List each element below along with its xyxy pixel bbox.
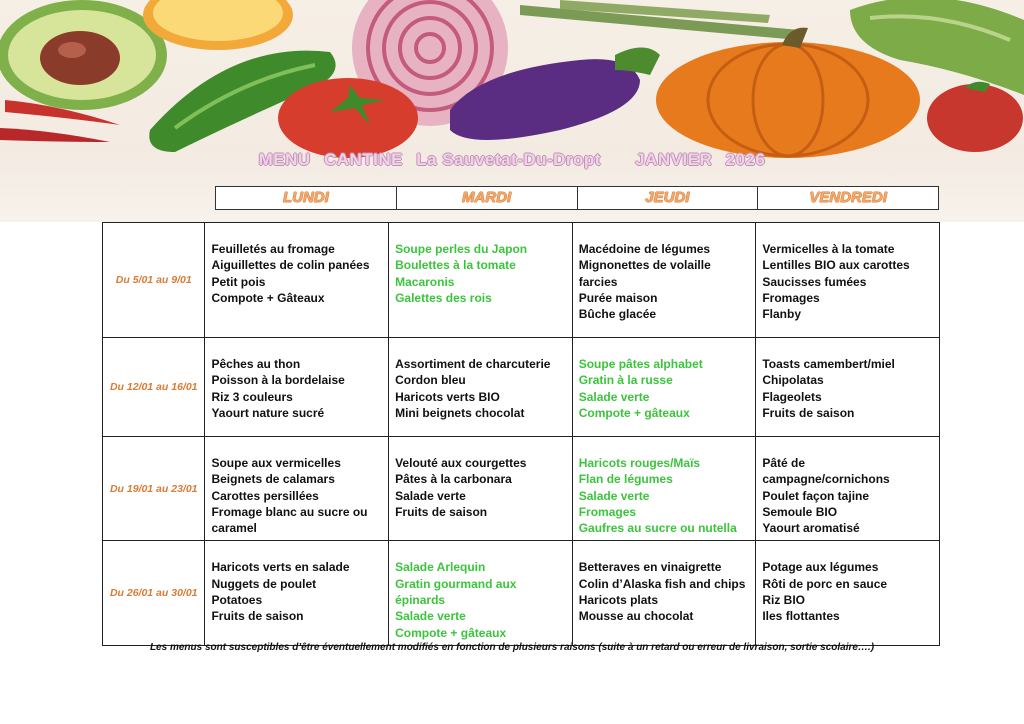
week-label: Du 5/01 au 9/01 [103, 223, 205, 338]
menu-cell [756, 437, 940, 541]
menu-cell [756, 223, 940, 338]
menu-item: Fromages [762, 290, 820, 305]
tomato-icon [278, 78, 418, 158]
menu-item: Iles flottantes [762, 609, 840, 624]
menu-item: Compote + gâteaux [578, 405, 690, 420]
menu-item: Flan de légumes [578, 472, 673, 487]
menu-item: Feuilletés au fromage [211, 242, 335, 256]
menu-item: Poulet façon tajine [762, 488, 870, 503]
menu-item: Salade verte [395, 488, 466, 503]
menu-item: Macaronis [395, 274, 455, 289]
menu-item: Bûche glacée [578, 307, 657, 322]
menu-item: Fruits de saison [211, 609, 304, 624]
footer-note: Les menus sont susceptibles d’être éventuellement modifiés en fonction de plusieurs raisons (suite à un retard ou erreur de livraison, sortie scolaire….) [149, 642, 875, 653]
menu-item: Saucisses fumées [762, 274, 867, 289]
menu-item: Mignonettes de volaille farcies [578, 258, 711, 289]
menu-cell [572, 437, 756, 541]
menu-item: Yaourt nature sucré [211, 405, 325, 420]
menu-item: Gratin à la russe [578, 373, 673, 388]
menu-cell [572, 223, 756, 338]
title-cantine: CANTINE [323, 150, 403, 169]
menu-cell [389, 338, 573, 437]
menu-cell [756, 541, 940, 645]
menu-item: Mini beignets chocolat [395, 405, 525, 420]
menu-item: Salade Arlequin [395, 560, 486, 575]
menu-item: Flageolets [762, 389, 822, 404]
menu-item: Compote + gâteaux [395, 625, 507, 640]
week-row [103, 338, 940, 437]
days-header [215, 186, 939, 210]
menu-cell [205, 338, 389, 437]
menu-item: Salade verte [578, 389, 650, 404]
week-label: Du 26/01 au 30/01 [103, 541, 205, 645]
menu-title [0, 150, 1024, 170]
title-month: JANVIER [635, 150, 713, 169]
menu-item: Gratin gourmand aux épinards [395, 576, 517, 608]
week-row [103, 541, 940, 645]
menu-cell [205, 541, 389, 645]
day-header-tuesday: MARDI [397, 187, 578, 209]
menu-item: Rôti de porc en sauce [762, 576, 888, 591]
menu-item: Fruits de saison [762, 405, 855, 420]
day-header-thursday: JEUDI [578, 187, 759, 209]
title-menu: MENU [258, 150, 311, 169]
day-header-monday: LUNDI [216, 187, 397, 209]
title-year: 2026 [725, 150, 766, 169]
menu-item: Carottes persillées [211, 488, 319, 503]
menu-table [102, 222, 940, 646]
menu-item: Petit pois [211, 274, 266, 289]
menu-cell [205, 437, 389, 541]
menu-item: Galettes des rois [395, 290, 492, 305]
title-school: La Sauvetat-Du-Dropt [416, 150, 601, 169]
menu-item: Potatoes [211, 593, 263, 608]
menu-cell [572, 338, 756, 437]
menu-item: Compote + Gâteaux [211, 290, 325, 305]
week-label: Du 12/01 au 16/01 [103, 338, 205, 437]
menu-item: Mousse au chocolat [578, 609, 694, 624]
menu-item: Flanby [762, 307, 802, 322]
menu-cell [756, 338, 940, 437]
week-label: Du 19/01 au 23/01 [103, 437, 205, 541]
menu-cell [389, 541, 573, 645]
menu-item: Soupe perles du Japon [395, 242, 528, 256]
menu-item: Chipolatas [762, 373, 824, 388]
orange-slice-icon [143, 0, 293, 50]
menu-item: Haricots plats [578, 593, 659, 608]
menu-item: Cordon bleu [395, 373, 466, 388]
menu-item: Lentilles BIO aux carottes [762, 258, 910, 273]
menu-item: Gaufres au sucre ou nutella [578, 521, 737, 536]
menu-item: Pâtes à la carbonara [395, 472, 512, 487]
menu-item: Salade verte [395, 609, 466, 624]
menu-item: Fromage blanc au sucre ou caramel [211, 504, 368, 536]
menu-item: Yaourt aromatisé [762, 521, 860, 536]
menu-item: Pêches au thon [211, 357, 301, 371]
menu-cell [572, 541, 756, 645]
menu-item: Riz BIO [762, 593, 806, 608]
menu-item: Pâté de campagne/cornichons [762, 456, 890, 487]
menu-item: Semoule BIO [762, 504, 838, 519]
menu-item: Haricots verts BIO [395, 389, 500, 404]
menu-item: Purée maison [578, 290, 658, 305]
menu-item: Poisson à la bordelaise [211, 373, 345, 388]
week-row [103, 223, 940, 338]
menu-item: Velouté aux courgettes [395, 456, 527, 470]
avocado-icon [0, 0, 167, 110]
menu-item: Salade verte [578, 488, 650, 503]
menu-item: Nuggets de poulet [211, 576, 317, 591]
menu-item: Assortiment de charcuterie [395, 357, 551, 371]
menu-item: Haricots rouges/Maïs [578, 456, 701, 470]
menu-item: Fromages [578, 504, 637, 519]
menu-item: Toasts camembert/miel [762, 357, 895, 371]
menu-item: Colin d’Alaska fish and chips [578, 576, 746, 591]
asparagus-icon [520, 0, 800, 40]
menu-item: Potage aux légumes [762, 560, 879, 575]
menu-item: Vermicelles à la tomate [762, 242, 895, 256]
menu-cell [389, 437, 573, 541]
menu-cell [205, 223, 389, 338]
week-row [103, 437, 940, 541]
menu-item: Fruits de saison [395, 504, 488, 519]
menu-item: Boulettes à la tomate [395, 258, 516, 273]
menu-item: Riz 3 couleurs [211, 389, 293, 404]
menu-cell [389, 223, 573, 338]
menu-item: Soupe aux vermicelles [211, 456, 341, 470]
bell-pepper-icon [927, 82, 1023, 152]
day-header-friday: VENDREDI [809, 189, 887, 206]
menu-item: Aiguillettes de colin panées [211, 258, 370, 273]
menu-item: Beignets de calamars [211, 472, 335, 487]
menu-table-body [103, 223, 940, 646]
menu-item: Macédoine de légumes [578, 242, 711, 256]
menu-item: Haricots verts en salade [211, 560, 350, 575]
menu-item: Betteraves en vinaigrette [578, 560, 722, 575]
menu-item: Soupe pâtes alphabet [578, 357, 703, 371]
